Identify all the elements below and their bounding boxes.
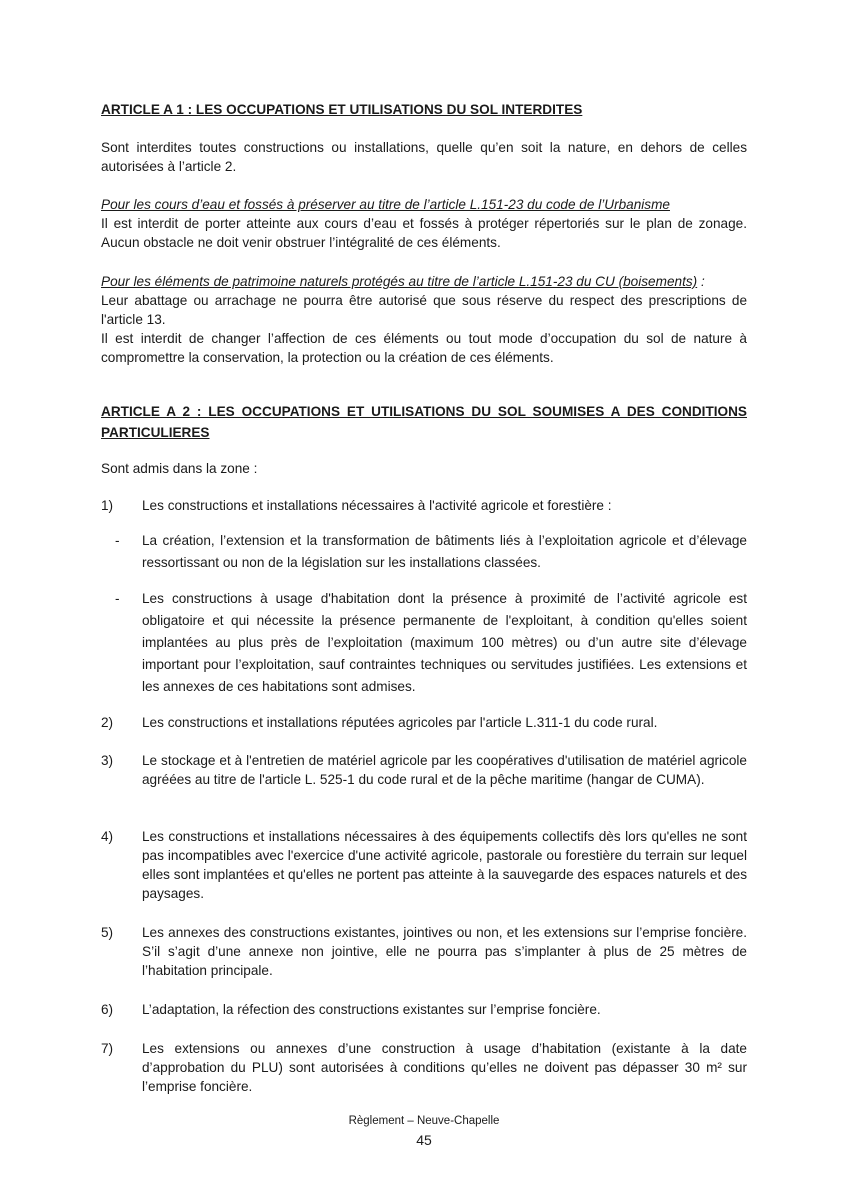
list-item-number: 5)	[101, 925, 114, 940]
list-item	[101, 1039, 747, 1096]
cours-eau-title: Pour les cours d’eau et fossés à préserver au titre de l’article L.151-23 du code de l’Urbanisme	[101, 197, 670, 212]
list-item-text: Les extensions ou annexes d’une construction à usage d’habitation (existante à la date d’approbation du PLU) sont autorisées à conditions qu’elles ne doivent pas dépasser 30 m² sur l’emprise foncière.	[142, 1041, 747, 1094]
list-item	[101, 751, 747, 789]
list-item-text: Les annexes des constructions existantes, jointives ou non, et les extensions sur l’emprise foncière. S’il s’agit d’une annexe non jointive, elle ne pourra pas s’implanter à plus de 25 mètres de l’habitation principale.	[142, 925, 747, 978]
footer-label: Règlement – Neuve-Chapelle	[348, 1115, 500, 1127]
list-item-bullet: -	[115, 533, 120, 548]
list-item	[101, 496, 747, 515]
list-item	[101, 588, 747, 698]
cours-eau-section	[101, 195, 747, 252]
list-item-number: 2)	[101, 715, 114, 730]
list-item-text: Les constructions et installations nécessaires à l'activité agricole et forestière :	[142, 498, 612, 513]
article-2-intro: Sont admis dans la zone :	[101, 461, 258, 476]
patrimoine-title-suffix: :	[697, 274, 705, 289]
list-item	[101, 530, 747, 574]
patrimoine-text-1: Leur abattage ou arrachage ne pourra être autorisé que sous réserve du respect des prescriptions de l'article 13.	[101, 293, 747, 327]
cours-eau-text: Il est interdit de porter atteinte aux cours d’eau et fossés à protéger répertoriés sur le plan de zonage. Aucun obstacle ne doit venir obstruer l’intégralité de ces éléments.	[101, 216, 747, 250]
patrimoine-title: Pour les éléments de patrimoine naturels protégés au titre de l’article L.151-23 du CU (boisements)	[101, 274, 698, 289]
patrimoine-text-2: Il est interdit de changer l’affection de ces éléments ou tout mode d’occupation du sol de nature à compromettre la conservation, la protection ou la création de ces éléments.	[101, 331, 747, 365]
list-item-number: 1)	[101, 498, 114, 513]
list-item-text: Le stockage et à l'entretien de matériel agricole par les coopératives d'utilisation de matériel agricole agréées au titre de l'article L. 525-1 du code rural et de la pêche maritime (hangar de CUMA).	[142, 753, 747, 787]
list-item-text: Les constructions et installations nécessaires à des équipements collectifs dès lors qu'elles ne sont pas incompatibles avec l'exercice d'une activité agricole, pastorale ou forestière du terrain sur lequel elles sont implantées et qu'elles ne portent pas atteinte à la sauvegarde des espaces naturels et des paysages.	[142, 829, 747, 901]
article-2-heading: ARTICLE A 2 : LES OCCUPATIONS ET UTILISATIONS DU SOL SOUMISES A DES CONDITIONS PARTICULIERES	[101, 404, 747, 440]
list-item-text: L’adaptation, la réfection des constructions existantes sur l’emprise foncière.	[142, 1002, 601, 1017]
page-number: 45	[416, 1132, 432, 1148]
list-item	[101, 713, 747, 732]
list-item-number: 7)	[101, 1041, 114, 1056]
list-item-text: La création, l’extension et la transformation de bâtiments liés à l’exploitation agricole et d’élevage ressortissant ou non de la législation sur les installations classées.	[142, 533, 747, 570]
list-item-number: 4)	[101, 829, 114, 844]
patrimoine-section	[101, 272, 747, 367]
list-item-bullet: -	[115, 591, 120, 606]
article-1-intro: Sont interdites toutes constructions ou installations, quelle qu’en soit la nature, en dehors de celles autorisées à l’article 2.	[101, 140, 747, 174]
list-item	[101, 1000, 747, 1019]
list-item-text: Les constructions à usage d'habitation dont la présence à proximité de l’activité agricole est obligatoire et qui nécessite la présence permanente de l'exploitant, à condition qu'elles soient implantées au plus près de l’exploitation (maximum 100 mètres) ou d’un autre site d’élevage important pour l’exploitation, sauf contraintes techniques ou servitudes justifiées. Les extensions et les annexes de ces habitations sont admises.	[142, 591, 747, 694]
list-item-text: Les constructions et installations réputées agricoles par l'article L.311-1 du code rural.	[142, 715, 658, 730]
list-item-number: 3)	[101, 753, 114, 768]
list-item-number: 6)	[101, 1002, 114, 1017]
article-1-heading: ARTICLE A 1 : LES OCCUPATIONS ET UTILISATIONS DU SOL INTERDITES	[101, 102, 583, 117]
list-item	[101, 827, 747, 903]
list-item	[101, 923, 747, 980]
